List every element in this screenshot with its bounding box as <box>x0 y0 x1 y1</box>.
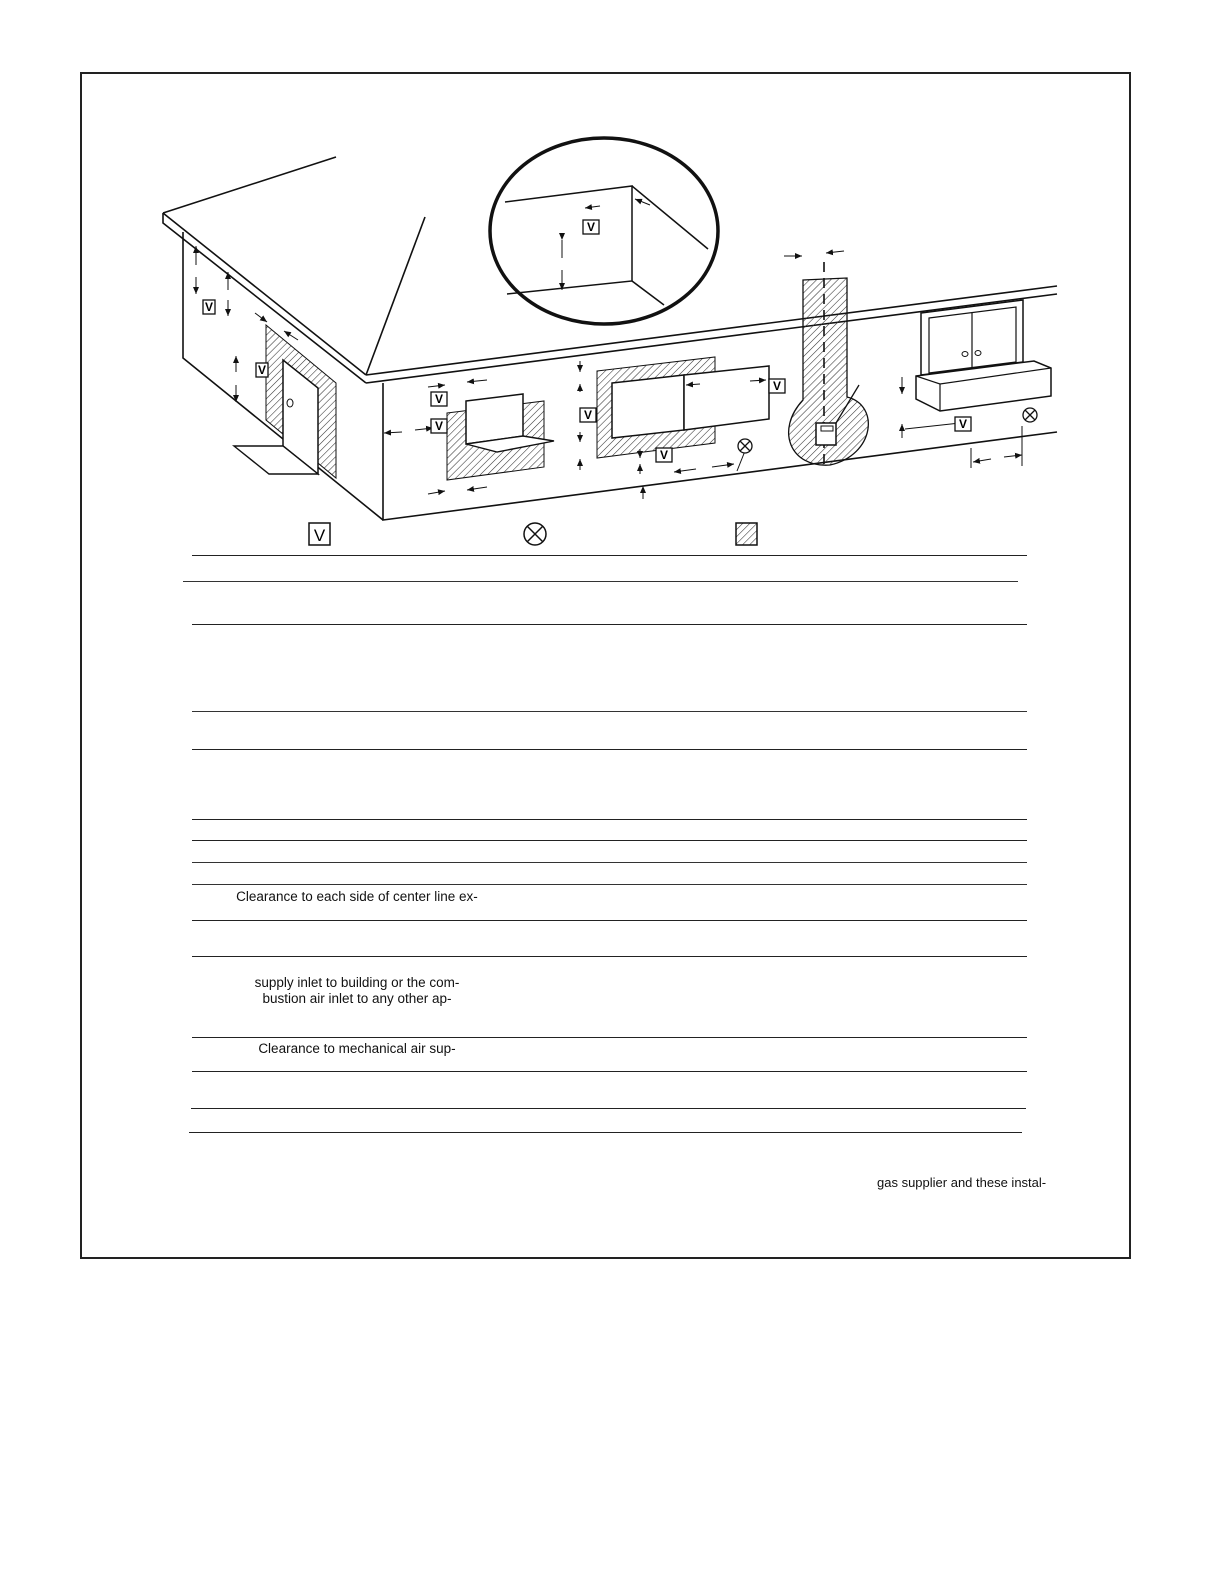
vent-terminal-icon <box>656 448 672 462</box>
vent-terminal-icon <box>431 419 447 433</box>
table-rule <box>192 956 1027 957</box>
vent-terminal-icon <box>580 408 596 422</box>
vent-terminal-icon <box>769 379 785 393</box>
svg-text:V: V <box>586 220 596 234</box>
table-rule <box>192 1071 1027 1072</box>
air-supply-inlet-icon <box>738 439 752 453</box>
table-rule <box>192 555 1027 556</box>
svg-text:V: V <box>257 363 267 377</box>
svg-text:V: V <box>659 448 669 462</box>
table-rule <box>192 624 1027 625</box>
svg-text:V: V <box>204 300 214 314</box>
table-cell-mechanical-supply: Clearance to mechanical air sup- <box>258 1041 456 1056</box>
table-rule <box>189 1132 1022 1133</box>
table-rule <box>191 1108 1026 1109</box>
table-rule <box>183 581 1018 582</box>
legend-air-supply-inlet-icon <box>524 523 546 545</box>
svg-text:V: V <box>313 526 326 545</box>
balcony <box>916 300 1051 411</box>
table-rule <box>192 920 1027 921</box>
footnote-text: gas supplier and these instal- <box>877 1175 1047 1190</box>
gas-meter-riser <box>789 262 869 465</box>
vent-terminal-icon <box>256 363 268 377</box>
table-cell-supply-inlet-line1: supply inlet to building or the com- <box>254 975 460 990</box>
vent-terminal-icon <box>431 392 447 406</box>
air-supply-markers <box>738 408 1037 453</box>
detail-magnifier <box>490 138 718 324</box>
vent-terminal-icon <box>203 300 215 314</box>
legend <box>309 523 757 545</box>
table-rule <box>192 711 1027 712</box>
table-rule <box>192 749 1027 750</box>
svg-text:V: V <box>958 417 968 431</box>
window-left <box>447 394 554 480</box>
svg-text:V: V <box>772 379 782 393</box>
legend-restricted-area-icon <box>736 523 757 545</box>
table-rule <box>192 1037 1027 1038</box>
svg-text:V: V <box>583 408 593 422</box>
svg-text:V: V <box>434 392 444 406</box>
svg-text:V: V <box>434 419 444 433</box>
table-rule <box>192 819 1027 820</box>
table-cell-clearance-center-line: Clearance to each side of center line ex- <box>236 889 478 904</box>
vent-terminal-icon <box>955 417 971 431</box>
table-cell-supply-inlet-line2: bustion air inlet to any other ap- <box>262 991 452 1006</box>
table-rule <box>192 840 1027 841</box>
vent-terminal-icon <box>583 220 599 234</box>
table-rule <box>192 884 1027 885</box>
table-rule <box>192 862 1027 863</box>
legend-vent-terminal-icon <box>309 523 330 545</box>
air-supply-inlet-icon <box>1023 408 1037 422</box>
